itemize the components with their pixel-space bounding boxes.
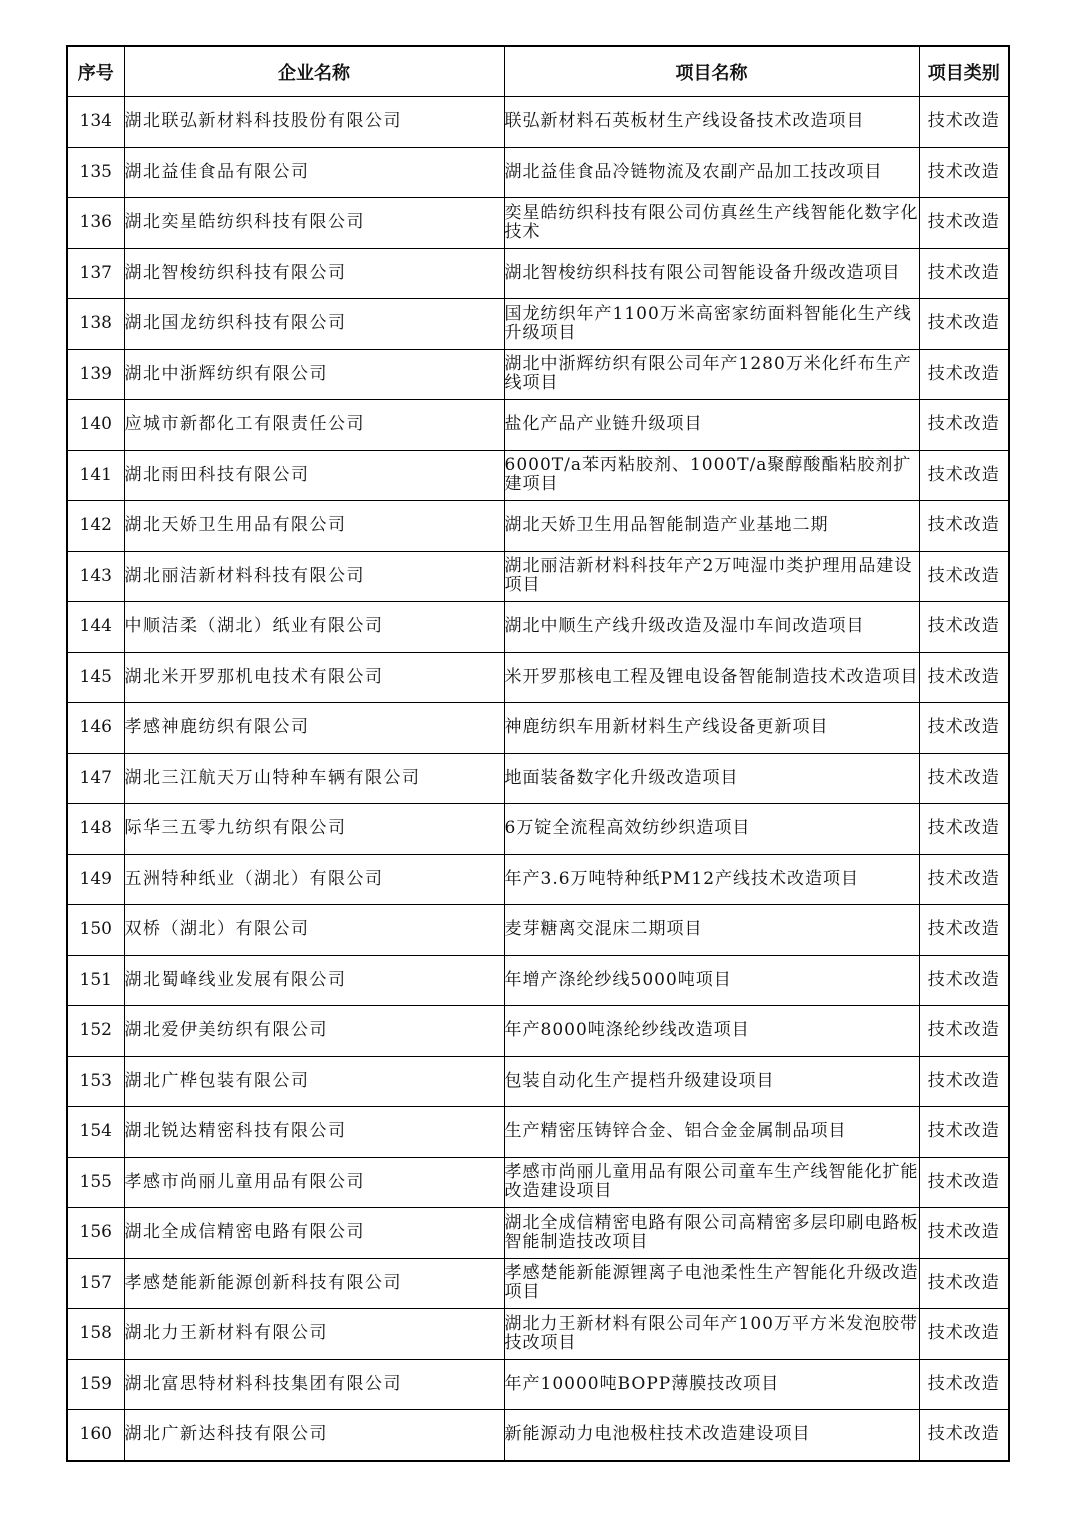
project-name: 年增产涤纶纱线5000吨项目 xyxy=(504,955,919,1006)
project-name: 湖北中顺生产线升级改造及湿巾车间改造项目 xyxy=(504,602,919,653)
project-type: 技术改造 xyxy=(919,147,1009,198)
row-number: 152 xyxy=(67,1006,124,1057)
project-type: 技术改造 xyxy=(919,1359,1009,1410)
row-number: 150 xyxy=(67,905,124,956)
row-number: 136 xyxy=(67,198,124,249)
project-type: 技术改造 xyxy=(919,501,1009,552)
row-number: 135 xyxy=(67,147,124,198)
company-name: 湖北联弘新材料科技股份有限公司 xyxy=(124,97,504,148)
company-name: 湖北米开罗那机电技术有限公司 xyxy=(124,652,504,703)
row-number: 160 xyxy=(67,1410,124,1461)
table-row xyxy=(67,248,1009,299)
project-type: 技术改造 xyxy=(919,602,1009,653)
project-type: 技术改造 xyxy=(919,1056,1009,1107)
header-company: 企业名称 xyxy=(124,46,504,97)
project-name: 新能源动力电池极柱技术改造建设项目 xyxy=(504,1410,919,1461)
table-row xyxy=(67,854,1009,905)
project-name: 湖北全成信精密电路有限公司高精密多层印刷电路板智能制造技改项目 xyxy=(504,1208,919,1259)
project-type: 技术改造 xyxy=(919,551,1009,602)
project-name: 生产精密压铸锌合金、铝合金金属制品项目 xyxy=(504,1107,919,1158)
header-project: 项目名称 xyxy=(504,46,919,97)
project-name: 米开罗那核电工程及锂电设备智能制造技术改造项目 xyxy=(504,652,919,703)
header-no: 序号 xyxy=(67,46,124,97)
project-type: 技术改造 xyxy=(919,349,1009,400)
project-type: 技术改造 xyxy=(919,1157,1009,1208)
table-row xyxy=(67,1056,1009,1107)
table-row xyxy=(67,551,1009,602)
row-number: 144 xyxy=(67,602,124,653)
company-name: 湖北力王新材料有限公司 xyxy=(124,1309,504,1360)
table-row xyxy=(67,1309,1009,1360)
table-row xyxy=(67,1157,1009,1208)
company-name: 湖北蜀峰线业发展有限公司 xyxy=(124,955,504,1006)
table-row xyxy=(67,602,1009,653)
row-number: 134 xyxy=(67,97,124,148)
row-number: 142 xyxy=(67,501,124,552)
row-number: 157 xyxy=(67,1258,124,1309)
row-number: 149 xyxy=(67,854,124,905)
table-row xyxy=(67,400,1009,451)
project-name: 6000T/a苯丙粘胶剂、1000T/a聚醇酸酯粘胶剂扩建项目 xyxy=(504,450,919,501)
company-name: 湖北中浙辉纺织有限公司 xyxy=(124,349,504,400)
company-name: 湖北国龙纺织科技有限公司 xyxy=(124,299,504,350)
row-number: 145 xyxy=(67,652,124,703)
project-name: 湖北智梭纺织科技有限公司智能设备升级改造项目 xyxy=(504,248,919,299)
company-name: 湖北爱伊美纺织有限公司 xyxy=(124,1006,504,1057)
company-name: 湖北富思特材料科技集团有限公司 xyxy=(124,1359,504,1410)
project-type: 技术改造 xyxy=(919,1006,1009,1057)
company-name: 孝感神鹿纺织有限公司 xyxy=(124,703,504,754)
company-name: 湖北益佳食品有限公司 xyxy=(124,147,504,198)
row-number: 155 xyxy=(67,1157,124,1208)
company-name: 际华三五零九纺织有限公司 xyxy=(124,804,504,855)
table-row xyxy=(67,349,1009,400)
project-name: 国龙纺织年产1100万米高密家纺面料智能化生产线升级项目 xyxy=(504,299,919,350)
company-name: 湖北天娇卫生用品有限公司 xyxy=(124,501,504,552)
row-number: 159 xyxy=(67,1359,124,1410)
company-name: 双桥（湖北）有限公司 xyxy=(124,905,504,956)
table-row xyxy=(67,1359,1009,1410)
table-row xyxy=(67,1410,1009,1461)
company-name: 湖北丽洁新材料科技有限公司 xyxy=(124,551,504,602)
project-type: 技术改造 xyxy=(919,955,1009,1006)
project-type: 技术改造 xyxy=(919,400,1009,451)
table-row xyxy=(67,450,1009,501)
header-type: 项目类别 xyxy=(919,46,1009,97)
project-type: 技术改造 xyxy=(919,97,1009,148)
project-name: 6万锭全流程高效纺纱织造项目 xyxy=(504,804,919,855)
row-number: 140 xyxy=(67,400,124,451)
project-type: 技术改造 xyxy=(919,198,1009,249)
project-name: 湖北天娇卫生用品智能制造产业基地二期 xyxy=(504,501,919,552)
row-number: 158 xyxy=(67,1309,124,1360)
project-name: 年产10000吨BOPP薄膜技改项目 xyxy=(504,1359,919,1410)
project-name: 神鹿纺织车用新材料生产线设备更新项目 xyxy=(504,703,919,754)
company-name: 湖北奕星皓纺织科技有限公司 xyxy=(124,198,504,249)
table-row xyxy=(67,955,1009,1006)
company-name: 湖北广新达科技有限公司 xyxy=(124,1410,504,1461)
table-row xyxy=(67,97,1009,148)
table-row xyxy=(67,1208,1009,1259)
project-type: 技术改造 xyxy=(919,703,1009,754)
table-row xyxy=(67,1006,1009,1057)
table-row xyxy=(67,804,1009,855)
project-type: 技术改造 xyxy=(919,1309,1009,1360)
row-number: 141 xyxy=(67,450,124,501)
table-body xyxy=(67,97,1009,1461)
row-number: 139 xyxy=(67,349,124,400)
company-name: 中顺洁柔（湖北）纸业有限公司 xyxy=(124,602,504,653)
project-name: 盐化产品产业链升级项目 xyxy=(504,400,919,451)
row-number: 137 xyxy=(67,248,124,299)
table-row xyxy=(67,147,1009,198)
project-name: 湖北力王新材料有限公司年产100万平方米发泡胶带技改项目 xyxy=(504,1309,919,1360)
project-name: 年产3.6万吨特种纸PM12产线技术改造项目 xyxy=(504,854,919,905)
project-type: 技术改造 xyxy=(919,248,1009,299)
table-row xyxy=(67,753,1009,804)
project-name: 湖北益佳食品冷链物流及农副产品加工技改项目 xyxy=(504,147,919,198)
row-number: 146 xyxy=(67,703,124,754)
project-name: 孝感楚能新能源锂离子电池柔性生产智能化升级改造项目 xyxy=(504,1258,919,1309)
company-name: 湖北广桦包装有限公司 xyxy=(124,1056,504,1107)
project-name: 麦芽糖离交混床二期项目 xyxy=(504,905,919,956)
row-number: 138 xyxy=(67,299,124,350)
project-type: 技术改造 xyxy=(919,905,1009,956)
project-type: 技术改造 xyxy=(919,299,1009,350)
table-row xyxy=(67,1107,1009,1158)
row-number: 147 xyxy=(67,753,124,804)
project-type: 技术改造 xyxy=(919,652,1009,703)
project-name: 奕星皓纺织科技有限公司仿真丝生产线智能化数字化技术 xyxy=(504,198,919,249)
company-name: 应城市新都化工有限责任公司 xyxy=(124,400,504,451)
row-number: 153 xyxy=(67,1056,124,1107)
company-name: 湖北全成信精密电路有限公司 xyxy=(124,1208,504,1259)
project-type: 技术改造 xyxy=(919,1410,1009,1461)
table-row xyxy=(67,905,1009,956)
project-name: 孝感市尚丽儿童用品有限公司童车生产线智能化扩能改造建设项目 xyxy=(504,1157,919,1208)
company-name: 湖北智梭纺织科技有限公司 xyxy=(124,248,504,299)
row-number: 154 xyxy=(67,1107,124,1158)
project-name: 包装自动化生产提档升级建设项目 xyxy=(504,1056,919,1107)
company-name: 湖北三江航天万山特种车辆有限公司 xyxy=(124,753,504,804)
project-name: 湖北丽洁新材料科技年产2万吨湿巾类护理用品建设项目 xyxy=(504,551,919,602)
project-table xyxy=(66,45,1010,1462)
project-type: 技术改造 xyxy=(919,450,1009,501)
project-type: 技术改造 xyxy=(919,1208,1009,1259)
row-number: 148 xyxy=(67,804,124,855)
company-name: 五洲特种纸业（湖北）有限公司 xyxy=(124,854,504,905)
project-name: 湖北中浙辉纺织有限公司年产1280万米化纤布生产线项目 xyxy=(504,349,919,400)
company-name: 湖北锐达精密科技有限公司 xyxy=(124,1107,504,1158)
row-number: 151 xyxy=(67,955,124,1006)
table-row xyxy=(67,1258,1009,1309)
company-name: 湖北雨田科技有限公司 xyxy=(124,450,504,501)
table-row xyxy=(67,652,1009,703)
project-name: 年产8000吨涤纶纱线改造项目 xyxy=(504,1006,919,1057)
company-name: 孝感市尚丽儿童用品有限公司 xyxy=(124,1157,504,1208)
table-row xyxy=(67,198,1009,249)
row-number: 156 xyxy=(67,1208,124,1259)
project-name: 联弘新材料石英板材生产线设备技术改造项目 xyxy=(504,97,919,148)
table-row xyxy=(67,703,1009,754)
table-row xyxy=(67,501,1009,552)
project-type: 技术改造 xyxy=(919,753,1009,804)
project-type: 技术改造 xyxy=(919,1107,1009,1158)
project-type: 技术改造 xyxy=(919,804,1009,855)
row-number: 143 xyxy=(67,551,124,602)
company-name: 孝感楚能新能源创新科技有限公司 xyxy=(124,1258,504,1309)
project-type: 技术改造 xyxy=(919,1258,1009,1309)
project-name: 地面装备数字化升级改造项目 xyxy=(504,753,919,804)
table-row xyxy=(67,299,1009,350)
project-type: 技术改造 xyxy=(919,854,1009,905)
table-header-row xyxy=(67,46,1009,97)
